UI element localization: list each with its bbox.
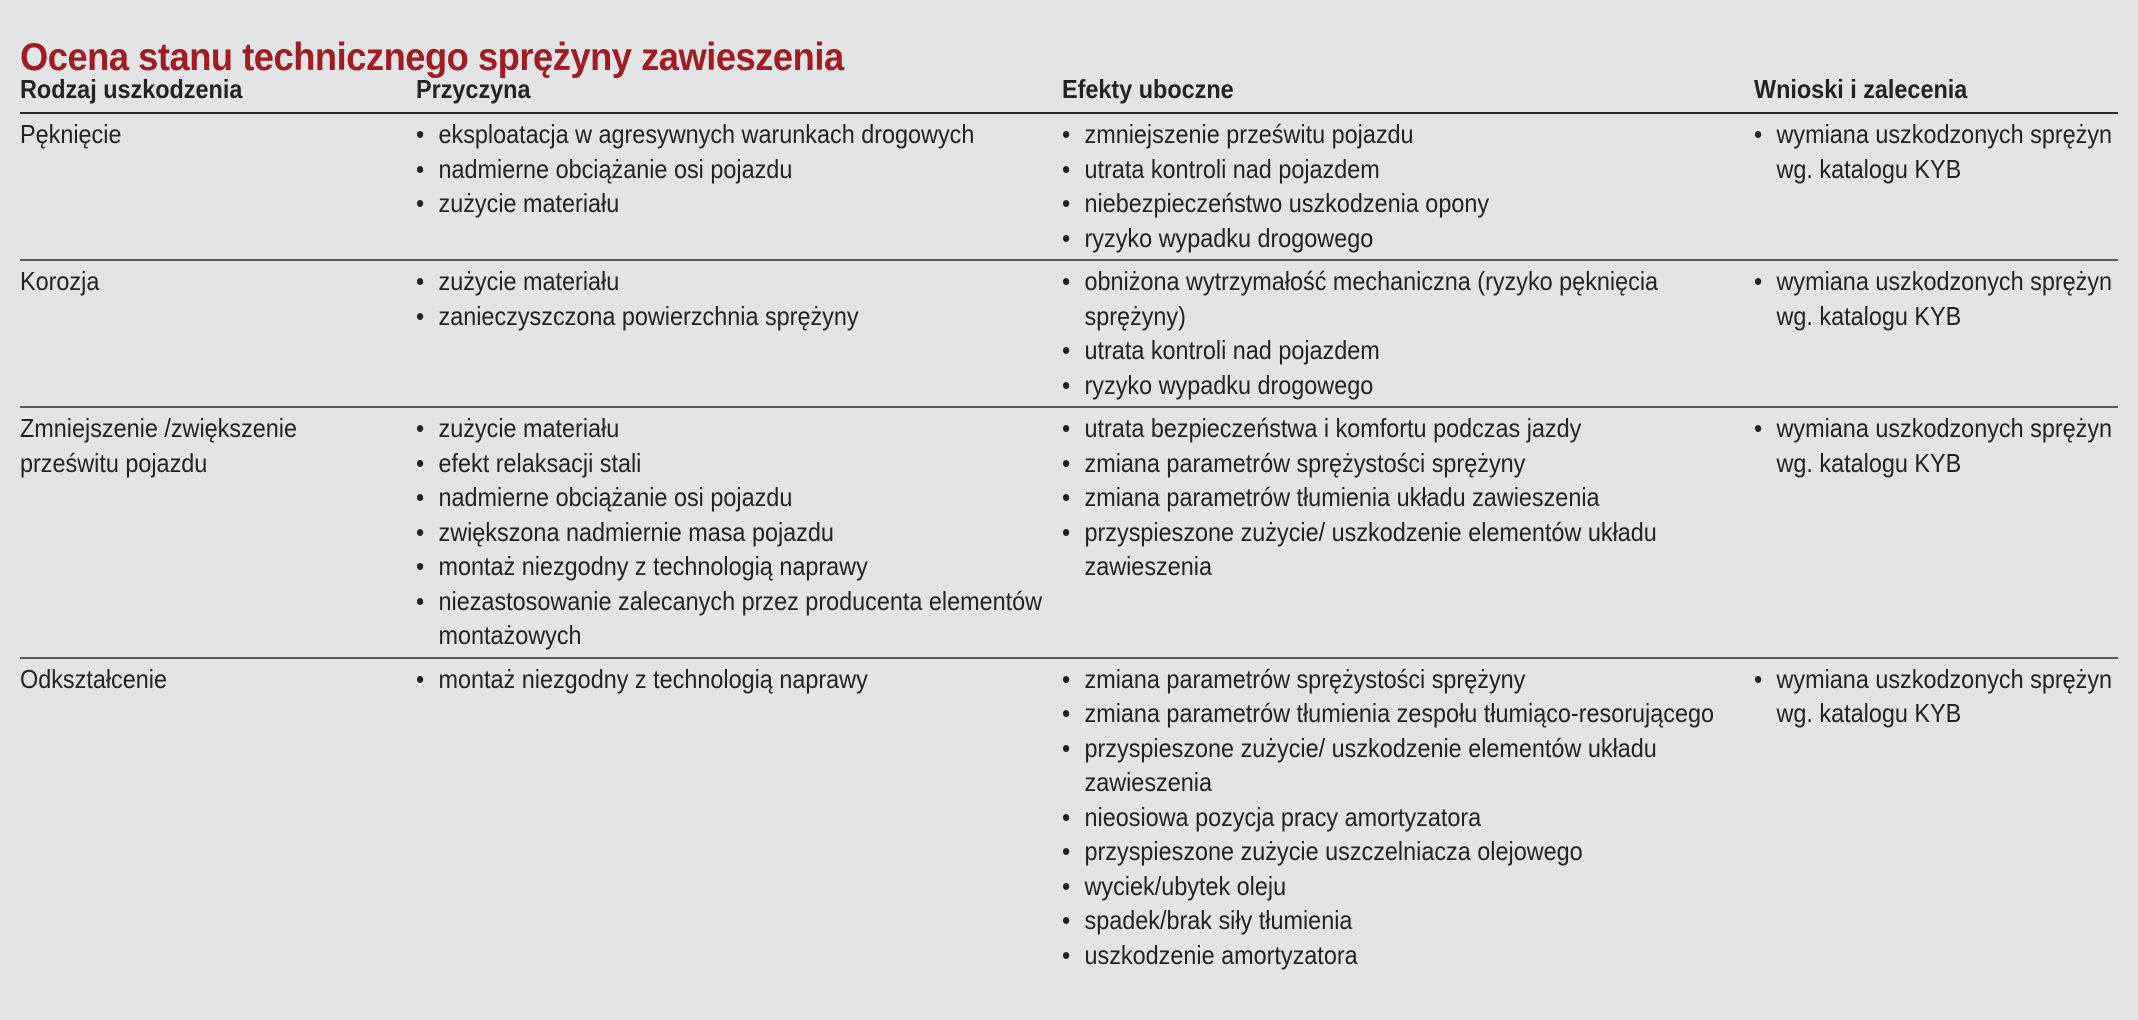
cause-list-item: [416, 299, 1061, 334]
bullet-icon: •: [1062, 413, 1071, 443]
damage-type-label: Zmniejszenie /zwiększenie prześwitu pojazdu: [20, 413, 298, 478]
bullet-icon: •: [416, 516, 425, 547]
damage-assessment-table: [20, 70, 2118, 976]
bullet-icon: •: [1062, 447, 1071, 478]
conclusion-cell: [1754, 662, 2118, 973]
bullet-icon: •: [1062, 266, 1071, 296]
bullet-icon: •: [1062, 482, 1071, 512]
cause-cell: [416, 411, 1062, 653]
cause-text: efekt relaksacji stali: [438, 447, 642, 478]
header-damage-type: Rodzaj uszkodzenia: [20, 73, 243, 104]
side-effect-list-item: [1062, 869, 1753, 904]
header-cause: Przyczyna: [416, 73, 531, 104]
conclusion-cell: [1754, 117, 2118, 255]
damage-type-cell: [20, 264, 416, 402]
conclusion-list: [1754, 264, 2118, 333]
side-effect-list-item: [1062, 186, 1753, 221]
cause-text: zanieczyszczona powierzchnia sprężyny: [438, 300, 859, 331]
side-effect-text: uszkodzenie amortyzatora: [1084, 939, 1358, 970]
side-effect-list: [1062, 264, 1754, 402]
side-effect-text: wyciek/ubytek oleju: [1084, 870, 1287, 901]
bullet-icon: •: [416, 585, 425, 616]
bullet-icon: •: [1062, 153, 1071, 184]
side-effect-list-item: [1062, 152, 1753, 187]
cause-text: zużycie materiału: [438, 413, 620, 443]
side-effect-text: zmniejszenie prześwitu pojazdu: [1084, 119, 1414, 149]
damage-type-label: Korozja: [20, 266, 100, 296]
bullet-icon: •: [1062, 939, 1071, 970]
conclusion-list: [1754, 117, 2118, 186]
side-effect-text: przyspieszone zużycie/ uszkodzenie elementów układu zawieszenia: [1084, 732, 1657, 797]
cause-list-item: [416, 411, 1061, 446]
conclusion-text: wymiana uszkodzonych sprężyn wg. katalogu KYB: [1776, 119, 2113, 184]
side-effect-text: przyspieszone zużycie/ uszkodzenie elementów układu zawieszenia: [1084, 516, 1657, 581]
side-effect-list-item: [1062, 264, 1753, 333]
cause-list-item: [416, 264, 1061, 299]
side-effect-list: [1062, 411, 1754, 584]
damage-type-cell: [20, 117, 416, 255]
cause-text: nadmierne obciążanie osi pojazdu: [438, 153, 793, 184]
side-effect-list-item: [1062, 515, 1753, 584]
table-body: [20, 114, 2118, 976]
cause-list: [416, 117, 1062, 221]
bullet-icon: •: [1062, 335, 1071, 365]
side-effect-text: utrata kontroli nad pojazdem: [1084, 335, 1380, 365]
cause-list-item: [416, 515, 1061, 550]
bullet-icon: •: [1062, 663, 1071, 694]
cause-text: zużycie materiału: [438, 266, 620, 296]
cause-list: [416, 411, 1062, 653]
bullet-icon: •: [1754, 266, 1763, 296]
damage-type-cell: [20, 662, 416, 973]
cause-list-item: [416, 152, 1061, 187]
side-effect-text: zmiana parametrów tłumienia układu zawieszenia: [1084, 482, 1600, 512]
cause-cell: [416, 117, 1062, 255]
damage-type-label: Pęknięcie: [20, 119, 122, 149]
bullet-icon: •: [1754, 119, 1763, 149]
cause-text: niezastosowanie zalecanych przez producenta elementów montażowych: [438, 585, 1043, 650]
cause-text: zużycie materiału: [438, 188, 620, 218]
bullet-icon: •: [1754, 663, 1763, 694]
side-effect-text: zmiana parametrów sprężystości sprężyny: [1084, 447, 1526, 478]
side-effect-list-item: [1062, 731, 1753, 800]
bullet-icon: •: [1062, 188, 1071, 218]
side-effect-text: nieosiowa pozycja pracy amortyzatora: [1084, 801, 1482, 832]
table-row: [20, 261, 2118, 408]
bullet-icon: •: [1062, 870, 1071, 901]
bullet-icon: •: [1062, 119, 1071, 149]
bullet-icon: •: [1062, 516, 1071, 547]
conclusion-cell: [1754, 264, 2118, 402]
conclusion-cell: [1754, 411, 2118, 653]
cause-text: zwiększona nadmiernie masa pojazdu: [438, 516, 834, 547]
header-side-effects: Efekty uboczne: [1062, 73, 1234, 104]
side-effect-list-item: [1062, 333, 1753, 368]
bullet-icon: •: [416, 266, 425, 296]
bullet-icon: •: [1062, 369, 1071, 400]
conclusion-list-item: [1754, 264, 2118, 333]
side-effect-text: utrata bezpieczeństwa i komfortu podczas jazdy: [1084, 413, 1582, 443]
conclusion-list: [1754, 411, 2118, 480]
cause-cell: [416, 662, 1062, 973]
conclusion-list: [1754, 662, 2118, 731]
cause-list-item: [416, 186, 1061, 221]
side-effect-list-item: [1062, 221, 1753, 256]
cause-cell: [416, 264, 1062, 402]
bullet-icon: •: [416, 663, 425, 694]
bullet-icon: •: [1062, 836, 1071, 866]
side-effect-list-item: [1062, 800, 1753, 835]
table-row: [20, 408, 2118, 659]
side-effect-text: utrata kontroli nad pojazdem: [1084, 153, 1380, 184]
bullet-icon: •: [416, 300, 425, 331]
table-row: [20, 114, 2118, 261]
cause-list-item: [416, 446, 1061, 481]
conclusion-list-item: [1754, 117, 2118, 186]
side-effect-cell: [1062, 662, 1754, 973]
side-effect-list: [1062, 662, 1754, 973]
bullet-icon: •: [416, 153, 425, 184]
bullet-icon: •: [416, 551, 425, 581]
conclusion-text: wymiana uszkodzonych sprężyn wg. katalogu KYB: [1776, 413, 2113, 478]
side-effect-list-item: [1062, 368, 1753, 403]
side-effect-list-item: [1062, 938, 1753, 973]
cause-text: nadmierne obciążanie osi pojazdu: [438, 482, 793, 512]
side-effect-text: zmiana parametrów tłumienia zespołu tłumiąco-resorującego: [1084, 698, 1714, 728]
side-effect-text: niebezpieczeństwo uszkodzenia opony: [1084, 188, 1490, 218]
side-effect-list-item: [1062, 480, 1753, 515]
bullet-icon: •: [1062, 732, 1071, 763]
side-effect-text: obniżona wytrzymałość mechaniczna (ryzyko pęknięcia sprężyny): [1084, 266, 1659, 331]
bullet-icon: •: [1062, 905, 1071, 935]
bullet-icon: •: [416, 413, 425, 443]
side-effect-text: ryzyko wypadku drogowego: [1084, 369, 1374, 400]
cause-list: [416, 264, 1062, 333]
cause-list-item: [416, 549, 1061, 584]
side-effect-list-item: [1062, 117, 1753, 152]
side-effect-list-item: [1062, 834, 1753, 869]
side-effect-list-item: [1062, 446, 1753, 481]
bullet-icon: •: [416, 188, 425, 218]
side-effect-text: przyspieszone zużycie uszczelniacza olejowego: [1084, 836, 1583, 866]
bullet-icon: •: [1062, 801, 1071, 832]
side-effect-list-item: [1062, 411, 1753, 446]
side-effect-cell: [1062, 117, 1754, 255]
bullet-icon: •: [416, 482, 425, 512]
conclusion-text: wymiana uszkodzonych sprężyn wg. katalogu KYB: [1776, 266, 2113, 331]
header-conclusions: Wnioski i zalecenia: [1754, 73, 1968, 104]
damage-type-cell: [20, 411, 416, 653]
side-effect-cell: [1062, 264, 1754, 402]
conclusion-text: wymiana uszkodzonych sprężyn wg. katalogu KYB: [1776, 663, 2113, 728]
side-effect-list: [1062, 117, 1754, 255]
bullet-icon: •: [1062, 222, 1071, 253]
damage-type-label: Odkształcenie: [20, 663, 167, 694]
cause-text: montaż niezgodny z technologią naprawy: [438, 551, 868, 581]
side-effect-text: ryzyko wypadku drogowego: [1084, 222, 1374, 253]
cause-list: [416, 662, 1062, 697]
bullet-icon: •: [416, 119, 425, 149]
side-effect-text: spadek/brak siły tłumienia: [1084, 905, 1353, 935]
cause-list-item: [416, 584, 1061, 653]
side-effect-cell: [1062, 411, 1754, 653]
cause-text: montaż niezgodny z technologią naprawy: [438, 663, 868, 694]
bullet-icon: •: [1754, 413, 1763, 443]
conclusion-list-item: [1754, 662, 2118, 731]
side-effect-list-item: [1062, 662, 1753, 697]
cause-list-item: [416, 480, 1061, 515]
page-title: Ocena stanu technicznego sprężyny zawieszenia: [20, 36, 844, 80]
cause-text: eksploatacja w agresywnych warunkach drogowych: [438, 119, 975, 149]
bullet-icon: •: [1062, 698, 1071, 728]
table-row: [20, 659, 2118, 977]
side-effect-list-item: [1062, 696, 1753, 731]
table-header-row: [20, 70, 2118, 114]
conclusion-list-item: [1754, 411, 2118, 480]
bullet-icon: •: [416, 447, 425, 478]
cause-list-item: [416, 117, 1061, 152]
cause-list-item: [416, 662, 1061, 697]
side-effect-text: zmiana parametrów sprężystości sprężyny: [1084, 663, 1526, 694]
side-effect-list-item: [1062, 903, 1753, 938]
